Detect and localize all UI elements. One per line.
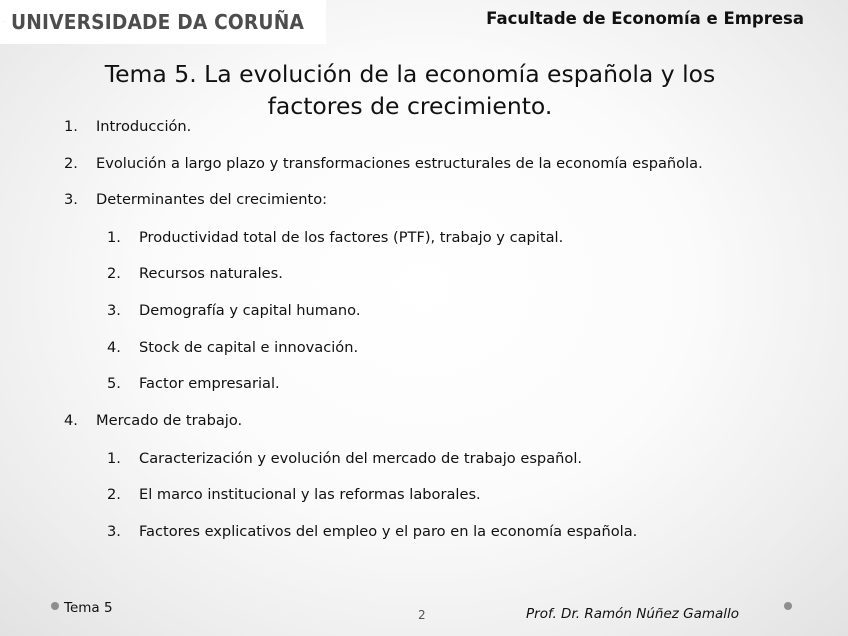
outline-item-number: 3. (64, 191, 78, 208)
outline-subitem-number: 1. (107, 229, 121, 246)
slide-title-line-2: factores de crecimiento. (267, 92, 553, 120)
outline-subitem-number: 2. (107, 265, 121, 282)
university-name: UNIVERSIDADE DA CORUÑA (10, 10, 304, 34)
footer-topic: Tema 5 (64, 600, 113, 616)
outline-subitem-text: Demografía y capital humano. (139, 302, 361, 319)
outline-item-text: Introducción. (96, 118, 192, 135)
outline-item-number: 1. (64, 118, 78, 135)
outline-subitem-number: 1. (107, 450, 121, 467)
slide-title-line-1: Tema 5. La evolución de la economía española y los (104, 60, 716, 88)
footer-dot-icon (784, 602, 792, 610)
outline-subitem-number: 4. (107, 339, 121, 356)
faculty-name: Facultade de Economía e Empresa (486, 9, 804, 28)
outline-subitem-text: Recursos naturales. (139, 265, 283, 282)
outline-subitem-number: 5. (107, 375, 121, 392)
outline-item-number: 2. (64, 155, 78, 172)
outline-subitem-text: Stock de capital e innovación. (139, 339, 359, 356)
outline-subitem-text: Caracterización y evolución del mercado de trabajo español. (139, 450, 583, 467)
outline-item-text: Evolución a largo plazo y transformaciones estructurales de la economía española. (96, 155, 703, 172)
footer-author: Prof. Dr. Ramón Núñez Gamallo (526, 606, 740, 622)
outline-subitem-number: 3. (107, 302, 121, 319)
outline-subitem-text: El marco institucional y las reformas laborales. (139, 486, 481, 503)
outline-subitem-text: Factor empresarial. (139, 375, 280, 392)
outline-subitem-text: Factores explicativos del empleo y el paro en la economía española. (139, 523, 638, 540)
outline-item-text: Mercado de trabajo. (96, 412, 243, 429)
page-number: 2 (418, 608, 426, 622)
outline-subitem-text: Productividad total de los factores (PTF), trabajo y capital. (139, 229, 564, 246)
footer-dot-icon (51, 602, 59, 610)
outline-item-text: Determinantes del crecimiento: (96, 191, 328, 208)
outline-subitem-number: 3. (107, 523, 121, 540)
outline-item-number: 4. (64, 412, 78, 429)
outline-subitem-number: 2. (107, 486, 121, 503)
